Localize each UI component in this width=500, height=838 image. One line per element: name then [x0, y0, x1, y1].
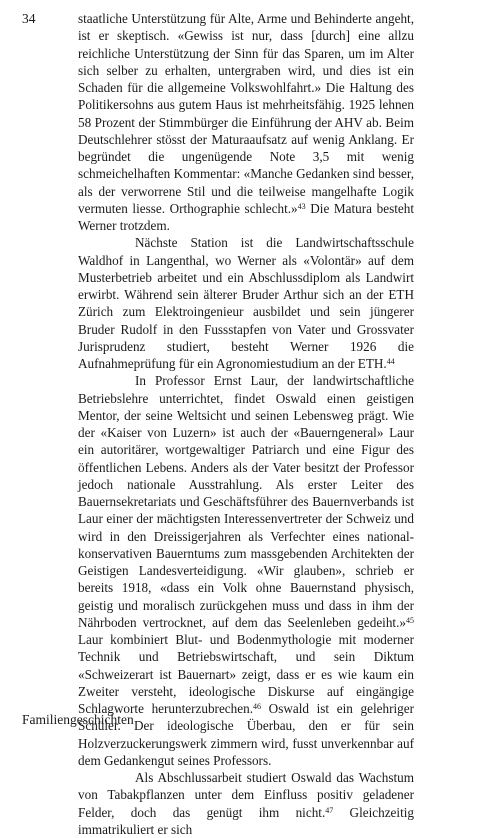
paragraph-text: Laur kombiniert Blut- und Bodenmythologie mit moderner Technik und Betriebswirtschaft, und sein Diktum «Schweizerart ist Bauernart» zeigt, dass er es wie kaum ein Zweiter versteht, ideologische Diskurse auf eingängige Schlagworte herunterzubrechen. [78, 632, 414, 716]
paragraph-text: Die Matura besteht Werner trotzdem. [78, 200, 414, 233]
page-number: 34 [22, 11, 36, 26]
paragraph [78, 769, 414, 838]
paragraph [78, 372, 414, 769]
footnote-marker: 44 [386, 357, 395, 366]
footnote-marker: 43 [297, 201, 306, 211]
paragraph-text: In Professor Ernst Laur, der landwirtschaftliche Betriebslehre unterrichtet, findet Oswald einen geistigen Mentor, der seine Weltsicht und seinen Lebensweg prägt. Wie der «Kaiser von Luzern» ist auch der «Bauerngeneral» Laur ein autoritärer, wortgewaltiger Patriarch und eine Figur des öffentlichen Lebens. Anders als der Vater besitzt der Professor jedoch nationale Ausstrahlung. Als erster Leiter des Bauernsekretariats und Geschäftsführer des Bauernverbands ist Laur einer der mächtigsten Interessenvertreter der Schweiz und wird in den Dreissigerjahren als Verfechter eines national-konservativen Bauerntums zum massgebenden Architekten der Geistigen Landesverteidigung. «Wir glauben», schrieb er bereits 1918, «dass ein Volk ohne Bauernstand physisch, geistig und moralisch zurückgehen muss und dass in ihm der Nährboden vertrocknet, auf dem das Seelenleben gedeiht.» [78, 373, 414, 630]
paragraph-text: Gleichzeitig immatrikuliert er sich [78, 804, 414, 837]
paragraph-text: Oswald ist ein gelehriger Schüler. Der ideologische Überbau, den er für sein Holzverzuckerungswerk zimmern wird, fusst unverkennbar auf dem Gedankengut seines Professors. [78, 701, 414, 768]
paragraph-text: Als Abschlussarbeit studiert Oswald das Wachstum von Tabakpflanzen unter dem Einfluss positiv geladener Felder, doch das genügt ihm nicht. [78, 770, 414, 820]
paragraph [78, 10, 414, 234]
running-footer: Familiengeschichten [22, 712, 134, 727]
paragraph [78, 234, 414, 372]
footnote-marker: 47 [325, 805, 334, 815]
paragraph-text: staatliche Unterstützung für Alte, Arme und Behinderte angeht, ist er skeptisch. «Gewiss ist nur, dass [durch] eine allzu reichliche Unterstützung der Sinn für das Sparen, um im Alter sich selber zu erhalten, untergraben wird, und dies ist ein Schaden für die allgemeine Volkswohlfahrt.» Die Haltung des Politikersohns aus gutem Haus ist mehrheitsfähig. 1925 lehnen 58 Prozent der Stimmbürger die Einführung der AHV ab. Beim Deutschlehrer stösst der Maturaaufsatz auf wenig Anklang. Er begründet die ungenügende Note 3,5 mit wenig schmeichelhaften Kommentar: «Manche Gedanken sind besser, als der verworrene Stil und die teilweise mangelhafte Logik vermuten liesse. Orthographie schlecht.» [78, 11, 414, 216]
footnote-marker: 46 [253, 702, 261, 711]
footnote-marker: 45 [406, 615, 414, 625]
paragraph-text: Nächste Station ist die Landwirtschaftsschule Waldhof in Langenthal, wo Werner als «Volontär» auf dem Musterbetrieb arbeitet und ein Abschlussdiplom als Landwirt erwirbt. Während sein älterer Bruder Arthur sich an der ETH Zürich zum Elektroingenieur ausbildet und sein jüngerer Bruder Rudolf in den Fussstapfen von Vater und Grossvater Jurisprudenz studiert, besteht Werner 1926 die Aufnahmeprüfung für ein Agronomiestudium an der ETH. [78, 235, 414, 371]
